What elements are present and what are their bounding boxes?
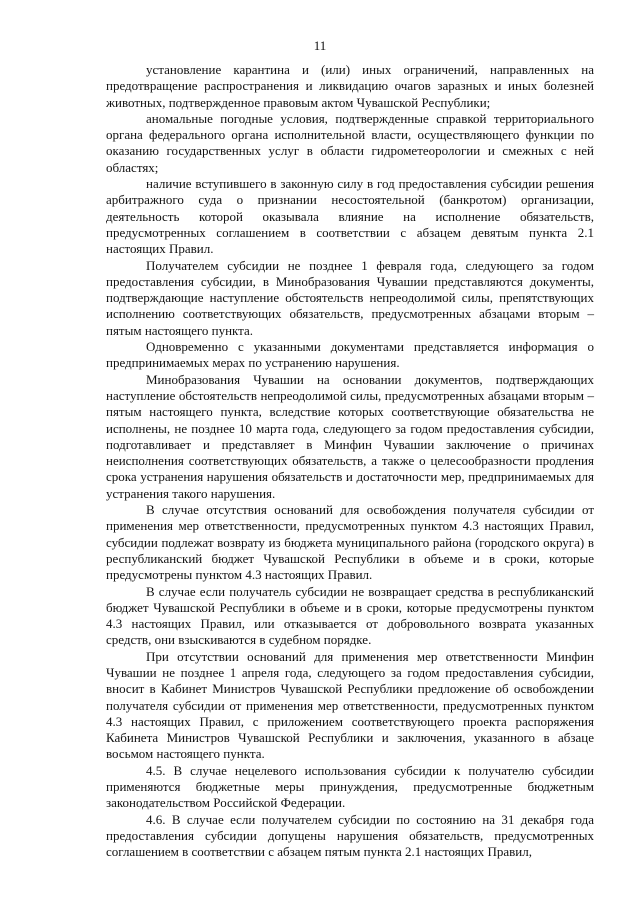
- paragraph-force-majeure-quarantine: установление карантина и (или) иных ограничений, направленных на предотвращение распространения и ликвидацию очагов заразных и иных болезней животных, подтвержденное правовым актом Чувашской Республики;: [106, 62, 594, 110]
- paragraph-measures-information: Одновременно с указанными документами представляется информация о предпринимаемых мерах по устранению нарушения.: [106, 339, 594, 371]
- paragraph-force-majeure-weather: аномальные погодные условия, подтвержденные справкой территориального органа федерального органа исполнительной власти, осуществляющего функции по оказанию государственных услуг в области гидрометеорологии и смежных с ней областях;: [106, 110, 594, 175]
- paragraph-ministry-conclusion: Минобразования Чувашии на основании документов, подтверждающих наступление обстоятельств непреодолимой силы, предусмотренных абзацами вторым – пятым настоящего пункта, вследствие которых соответствующие обязательства не исполнены, не позднее 10 марта года, следующего за годом предоставления субсидии, подготавливает и представляет в Минфин Чувашии заключение о причинах неисполнения соответствующих обязательств, а также о целесообразности продления срока устранения нарушения обязательств и достаточности мер, предпринимаемых для устранения такого нарушения.: [106, 371, 594, 501]
- paragraph-exemption-proposal: При отсутствии оснований для применения мер ответственности Минфин Чувашии не позднее 1 апреля года, следующего за годом предоставления субсидии, вносит в Кабинет Министров Чувашской Республики предложение об освобождении получателя субсидии от применения мер ответственности, предусмотренных пунктом 4.3 настоящих Правил, с приложением соответствующего проекта распоряжения Кабинета Министров Чувашской Республики и заключения, указанного в абзаце восьмом настоящего пункта.: [106, 648, 594, 762]
- paragraph-section-4-6: 4.6. В случае если получателем субсидии по состоянию на 31 декабря года предоставления субсидии допущены нарушения обязательств, предусмотренных соглашением в соответствии с абзацем пятым пункта 2.1 настоящих Правил,: [106, 811, 594, 860]
- page-number: 11: [313, 38, 327, 53]
- document-body: [106, 62, 594, 861]
- paragraph-section-4-5: 4.5. В случае нецелевого использования субсидии к получателю субсидии применяются бюджетные меры принуждения, предусмотренные бюджетным законодательством Российской Федерации.: [106, 762, 594, 811]
- paragraph-court-recovery: В случае если получатель субсидии не возвращает средства в республиканский бюджет Чувашской Республики в объеме и в сроки, которые предусмотрены пунктом 4.3 настоящих Правил, или отказывается от добровольного возврата указанных средств, они взыскиваются в судебном порядке.: [106, 583, 594, 648]
- paragraph-subsidy-return: В случае отсутствия оснований для освобождения получателя субсидии от применения мер ответственности, предусмотренных пунктом 4.3 настоящих Правил, субсидии подлежат возврату из бюджета муниципального района (городского округа) в республиканский бюджет Чувашской Республики в объеме и в сроки, которые предусмотрены пунктом 4.3 настоящих Правил.: [106, 502, 594, 583]
- paragraph-documents-deadline: Получателем субсидии не позднее 1 февраля года, следующего за годом предоставления субсидии, в Минобразования Чувашии представляются документы, подтверждающие наступление обстоятельств непреодолимой силы, препятствующих исполнению соответствующих обязательств, предусмотренных абзацами вторым – пятым настоящего пункта.: [106, 257, 594, 338]
- paragraph-force-majeure-bankruptcy: наличие вступившего в законную силу в год предоставления субсидии решения арбитражного суда о признании несостоятельной (банкротом) организации, деятельность которой оказывала влияние на исполнение обязательств, предусмотренных соглашением в соответствии с абзацем девятым пункта 2.1 настоящих Правил.: [106, 176, 594, 257]
